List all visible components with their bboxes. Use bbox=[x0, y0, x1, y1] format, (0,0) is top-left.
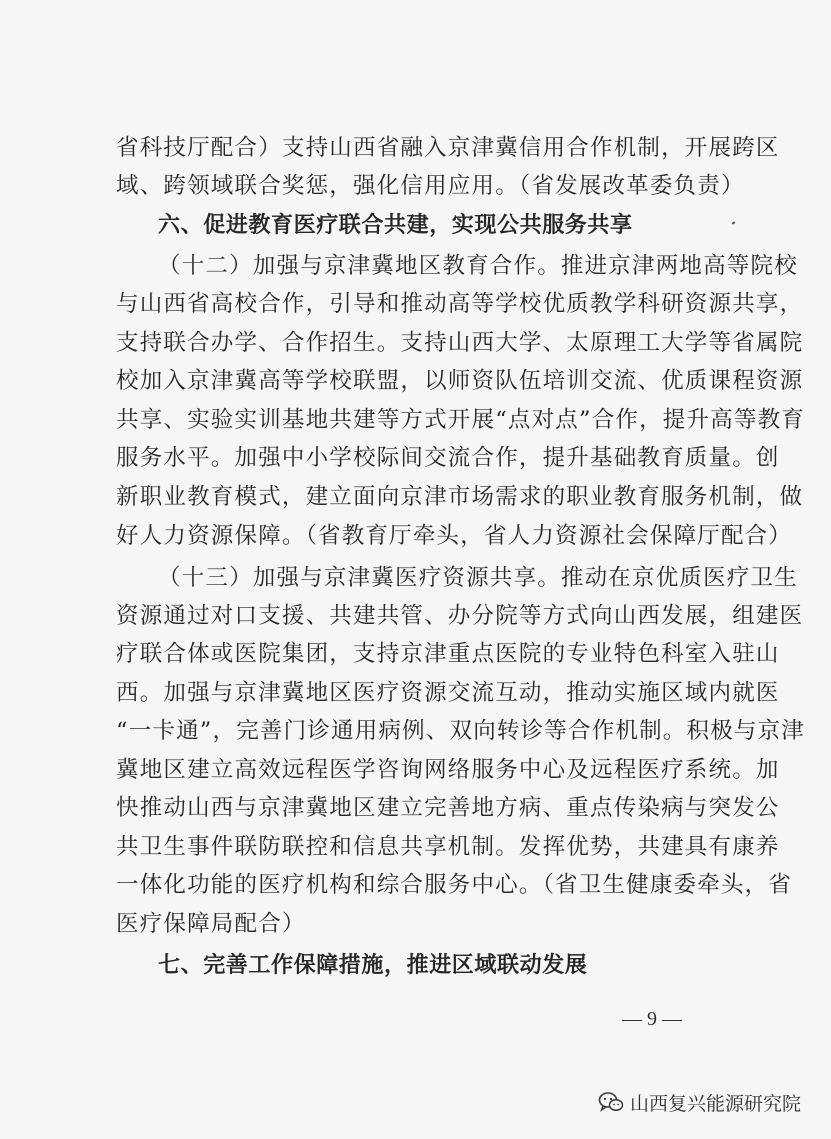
page-number: — 9 — bbox=[622, 1008, 682, 1030]
paragraph-line: （十二）加强与京津冀地区教育合作。推进京津两地高等院校 bbox=[158, 253, 798, 279]
paragraph-line: 好人力资源保障。（省教育厅牵头，省人力资源社会保障厅配合） bbox=[116, 523, 793, 549]
watermark bbox=[598, 1086, 801, 1118]
paragraph-line: 新职业教育模式，建立面向京津市场需求的职业教育服务机制，做 bbox=[116, 484, 804, 510]
paragraph-line: 与山西省高校合作，引导和推动高等学校优质教学科研资源共享， bbox=[116, 291, 804, 317]
paragraph-line: 共卫生事件联防联控和信息共享机制。发挥优势，共建具有康养 bbox=[116, 834, 780, 860]
paragraph-line: 服务水平。加强中小学校际间交流合作，提升基础教育质量。创 bbox=[116, 445, 780, 471]
paragraph-line: 支持联合办学、合作招生。支持山西大学、太原理工大学等省属院 bbox=[116, 330, 804, 356]
scan-speck bbox=[732, 221, 736, 224]
paragraph-line: 域、跨领域联合奖惩，强化信用应用。（省发展改革委负责） bbox=[116, 173, 745, 199]
paragraph-line: （十三）加强与京津冀医疗资源共享。推动在京优质医疗卫生 bbox=[158, 565, 798, 591]
paragraph-line: 西。加强与京津冀地区医疗资源交流互动，推动实施区域内就医 bbox=[116, 680, 780, 706]
paragraph-line: 快推动山西与京津冀地区建立完善地方病、重点传染病与突发公 bbox=[116, 795, 780, 821]
paragraph-line: “一卡通”，完善门诊通用病例、双向转诊等合作机制。积极与京津 bbox=[116, 718, 806, 744]
watermark-label: 山西复兴能源研究院 bbox=[630, 1092, 802, 1115]
paragraph-line: 一体化功能的医疗机构和综合服务中心。（省卫生健康委牵头，省 bbox=[116, 872, 793, 898]
paragraph-line: 疗联合体或医院集团，支持京津重点医院的专业特色科室入驻山 bbox=[116, 641, 780, 667]
wechat-icon bbox=[598, 1091, 624, 1113]
paragraph-line: 省科技厅配合）支持山西省融入京津冀信用合作机制，开展跨区 bbox=[116, 135, 780, 161]
section-heading: 六、促进教育医疗联合共建，实现公共服务共享 bbox=[158, 213, 633, 238]
paragraph-line: 资源通过对口支援、共建共管、办分院等方式向山西发展，组建医 bbox=[116, 603, 804, 629]
paragraph-line: 冀地区建立高效远程医学咨询网络服务中心及远程医疗系统。加 bbox=[116, 757, 780, 783]
paragraph-line: 共享、实验实训基地共建等方式开展“点对点”合作，提升高等教育 bbox=[116, 407, 806, 433]
paragraph-line: 医疗保障局配合） bbox=[116, 911, 306, 937]
section-heading: 七、完善工作保障措施，推进区域联动发展 bbox=[158, 953, 588, 978]
paragraph-line: 校加入京津冀高等学校联盟，以师资队伍培训交流、优质课程资源 bbox=[116, 368, 804, 394]
